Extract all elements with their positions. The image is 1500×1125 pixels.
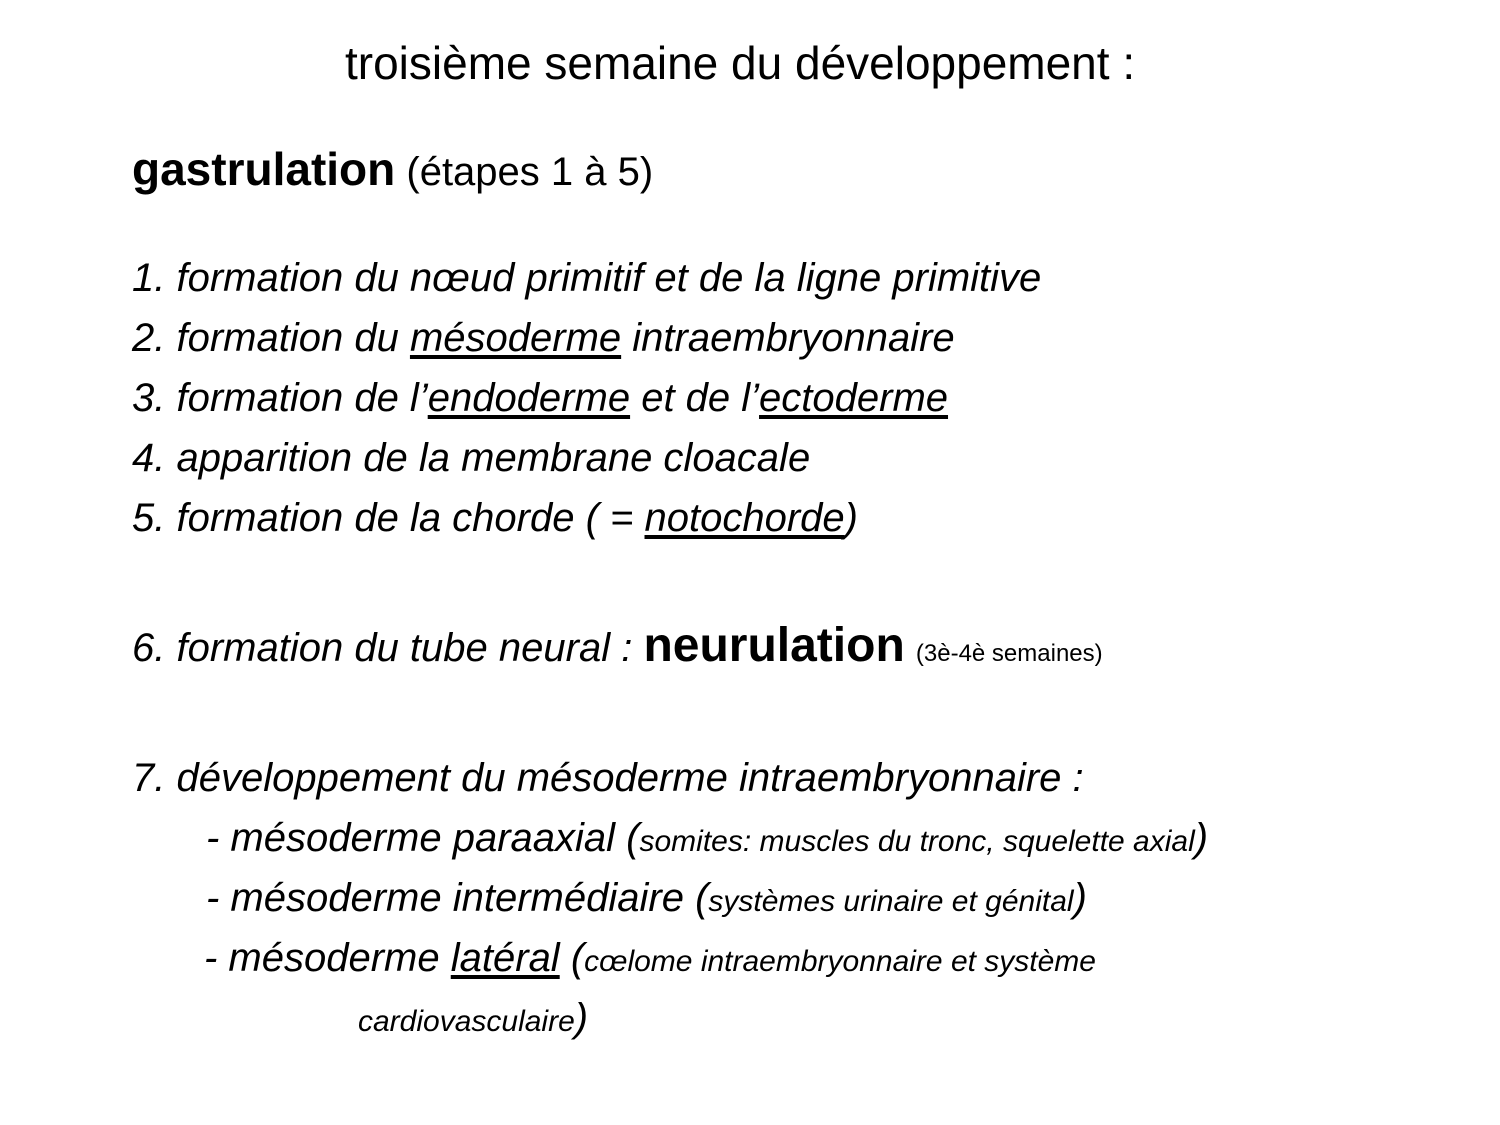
mesoderm-lateral-term: latéral xyxy=(450,936,560,980)
mesoderm-lateral-prefix: - mésoderme xyxy=(204,936,451,980)
mesoderm-intermediaire-label: - mésoderme intermédiaire ( xyxy=(206,876,709,920)
step-4: 4. apparition de la membrane cloacale xyxy=(132,436,811,480)
step-5 xyxy=(132,498,858,538)
step-3-middle: et de l’ xyxy=(630,376,760,420)
mesoderm-lateral-open: ( xyxy=(559,936,585,980)
mesoderm-intermediaire xyxy=(206,878,1087,918)
step-7: 7. développement du mésoderme intraembryonnaire : xyxy=(132,756,1084,800)
step-3-prefix: 3. formation de l’ xyxy=(132,376,428,420)
step-2-suffix: intraembryonnaire xyxy=(621,316,955,360)
step-3 xyxy=(132,378,948,418)
gastrulation-range: (étapes 1 à 5) xyxy=(406,150,654,194)
step-5-prefix: 5. formation de la chorde ( = xyxy=(132,496,645,540)
mesoderm-intermediaire-close: ) xyxy=(1073,876,1087,920)
mesoderm-paraaxial xyxy=(206,818,1208,858)
mesoderm-intermediaire-note: systèmes urinaire et génital xyxy=(708,885,1074,918)
step-3-term-endoderme: endoderme xyxy=(427,376,631,420)
mesoderm-lateral-note: cœlome intraembryonnaire et système xyxy=(584,945,1096,978)
neurulation-term: neurulation xyxy=(643,619,905,672)
gastrulation-label: gastrulation xyxy=(132,143,396,195)
mesoderm-paraaxial-note: somites: muscles du tronc, squelette axial xyxy=(639,825,1195,858)
step-1: 1. formation du nœud primitif et de la ligne primitive xyxy=(132,256,1042,300)
step-5-term: notochorde xyxy=(644,496,845,540)
slide-title: troisième semaine du développement : xyxy=(345,37,1136,89)
mesoderm-paraaxial-close: ) xyxy=(1194,816,1209,860)
mesoderm-lateral-close: ) xyxy=(574,996,589,1040)
step-2 xyxy=(132,318,955,358)
step-6 xyxy=(132,619,1103,672)
neurulation-note: (3è-4è semaines) xyxy=(915,640,1103,667)
step-2-term: mésoderme xyxy=(409,316,622,360)
step-3-term-ectoderme: ectoderme xyxy=(759,376,949,420)
mesoderm-lateral-continuation xyxy=(358,998,588,1038)
mesoderm-lateral-note-2: cardiovasculaire xyxy=(358,1005,575,1038)
step-5-suffix: ) xyxy=(844,496,858,540)
step-6-prefix: 6. formation du tube neural : xyxy=(132,626,644,670)
gastrulation-heading xyxy=(132,143,654,195)
mesoderm-paraaxial-label: - mésoderme paraaxial ( xyxy=(206,816,640,860)
mesoderm-lateral xyxy=(204,938,1096,978)
step-2-prefix: 2. formation du xyxy=(132,316,410,360)
